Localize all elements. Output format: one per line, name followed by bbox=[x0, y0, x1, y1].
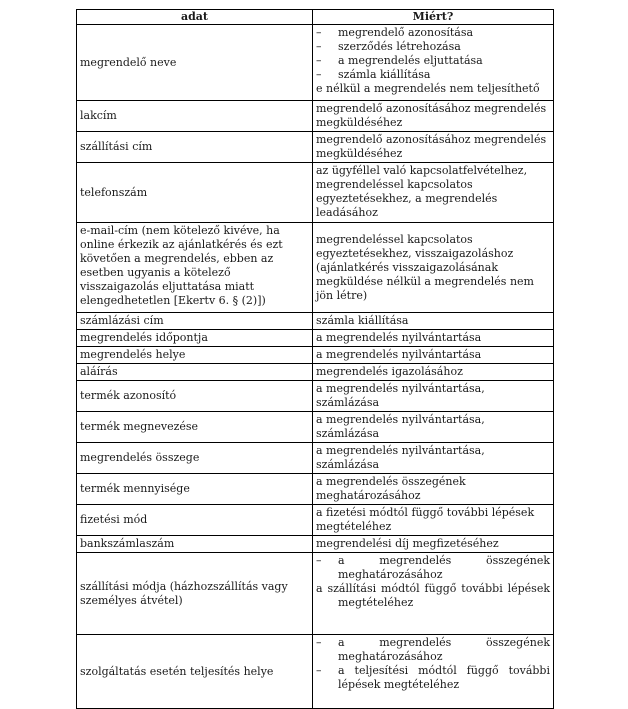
list-item: a szállítási módtól függő további lépések bbox=[316, 582, 550, 595]
table-row bbox=[77, 25, 554, 101]
field-cell: megrendelő neve bbox=[77, 25, 313, 101]
field-cell: fizetési mód bbox=[77, 505, 313, 536]
reason-cell: megrendeléssel kapcsolatos egyeztetésekhez, visszaigazoláshoz (ajánlatkérés visszaigazolásának megküldése nélkül a megrendelés nem jön létre) bbox=[313, 223, 554, 313]
header-why: Miért? bbox=[313, 10, 554, 25]
reason-note: e nélkül a megrendelés nem teljesíthető bbox=[316, 82, 540, 95]
field-cell: megrendelés összege bbox=[77, 443, 313, 474]
reason-cell: megrendelő azonosításához megrendelés megküldéséhez bbox=[313, 132, 554, 163]
field-cell: termék azonosító bbox=[77, 381, 313, 412]
reason-cell: megrendelési díj megfizetéséhez bbox=[313, 536, 554, 553]
table-row bbox=[77, 101, 554, 132]
reason-cell: a megrendelés nyilvántartása, számlázása bbox=[313, 443, 554, 474]
list-item: – a megrendelés összegének bbox=[316, 636, 550, 649]
list-item-continuation: meghatározásához bbox=[338, 650, 443, 663]
field-cell: megrendelés időpontja bbox=[77, 330, 313, 347]
table-row bbox=[77, 635, 554, 709]
list-item: – a teljesítési módtól függő további bbox=[316, 664, 550, 677]
reason-cell: a fizetési módtól függő további lépések megtételéhez bbox=[313, 505, 554, 536]
reason-cell: az ügyféllel való kapcsolatfelvételhez, megrendeléssel kapcsolatos egyeztetésekhez, a megrendelés leadásához bbox=[313, 163, 554, 223]
field-cell: szolgáltatás esetén teljesítés helye bbox=[77, 635, 313, 709]
table-row bbox=[77, 505, 554, 536]
list-item: – a megrendelés összegének bbox=[316, 554, 550, 567]
reason-cell: a megrendelés nyilvántartása bbox=[313, 347, 554, 364]
table-row bbox=[77, 313, 554, 330]
field-cell: szállítási módja (házhozszállítás vagy személyes átvétel) bbox=[77, 553, 313, 635]
table-row bbox=[77, 443, 554, 474]
table-row bbox=[77, 412, 554, 443]
reason-cell: a megrendelés nyilvántartása, számlázása bbox=[313, 412, 554, 443]
table-row bbox=[77, 347, 554, 364]
list-item-continuation: meghatározásához bbox=[338, 568, 443, 581]
table-row bbox=[77, 474, 554, 505]
reason-cell: megrendelés igazolásához bbox=[313, 364, 554, 381]
field-cell: lakcím bbox=[77, 101, 313, 132]
table-row bbox=[77, 553, 554, 635]
list-item: – a megrendelés eljuttatása bbox=[316, 54, 483, 67]
field-cell: megrendelés helye bbox=[77, 347, 313, 364]
field-cell: bankszámlaszám bbox=[77, 536, 313, 553]
reason-cell: a megrendelés nyilvántartása bbox=[313, 330, 554, 347]
list-item: – megrendelő azonosítása bbox=[316, 26, 474, 39]
table-row bbox=[77, 330, 554, 347]
reason-cell: megrendelő azonosításához megrendelés megküldéséhez bbox=[313, 101, 554, 132]
reason-cell bbox=[313, 553, 554, 635]
field-cell: termék megnevezése bbox=[77, 412, 313, 443]
list-item: – szerződés létrehozása bbox=[316, 40, 461, 53]
field-cell: szállítási cím bbox=[77, 132, 313, 163]
reason-cell bbox=[313, 25, 554, 101]
header-field: adat bbox=[77, 10, 313, 25]
table-row bbox=[77, 364, 554, 381]
field-cell: e-mail-cím (nem kötelező kivéve, ha online érkezik az ajánlatkérés és ezt követően a megrendelés, ebben az esetben ugyanis a kötelező visszaigazolás eljuttatása miatt elengedhetetlen [Ekertv 6. § (2)]) bbox=[77, 223, 313, 313]
table-row bbox=[77, 381, 554, 412]
table-row bbox=[77, 132, 554, 163]
table-row bbox=[77, 163, 554, 223]
field-cell: telefonszám bbox=[77, 163, 313, 223]
data-table bbox=[76, 9, 554, 709]
reason-cell: számla kiállítása bbox=[313, 313, 554, 330]
field-cell: számlázási cím bbox=[77, 313, 313, 330]
reason-cell: a megrendelés nyilvántartása, számlázása bbox=[313, 381, 554, 412]
table-row bbox=[77, 536, 554, 553]
reason-cell: a megrendelés összegének meghatározásához bbox=[313, 474, 554, 505]
list-item-continuation: megtételéhez bbox=[338, 596, 414, 609]
field-cell: termék mennyisége bbox=[77, 474, 313, 505]
list-item-continuation: lépések megtételéhez bbox=[338, 678, 460, 691]
list-item: – számla kiállítása bbox=[316, 68, 431, 81]
header-row bbox=[77, 10, 554, 25]
table-row bbox=[77, 223, 554, 313]
field-cell: aláírás bbox=[77, 364, 313, 381]
reason-cell bbox=[313, 635, 554, 709]
